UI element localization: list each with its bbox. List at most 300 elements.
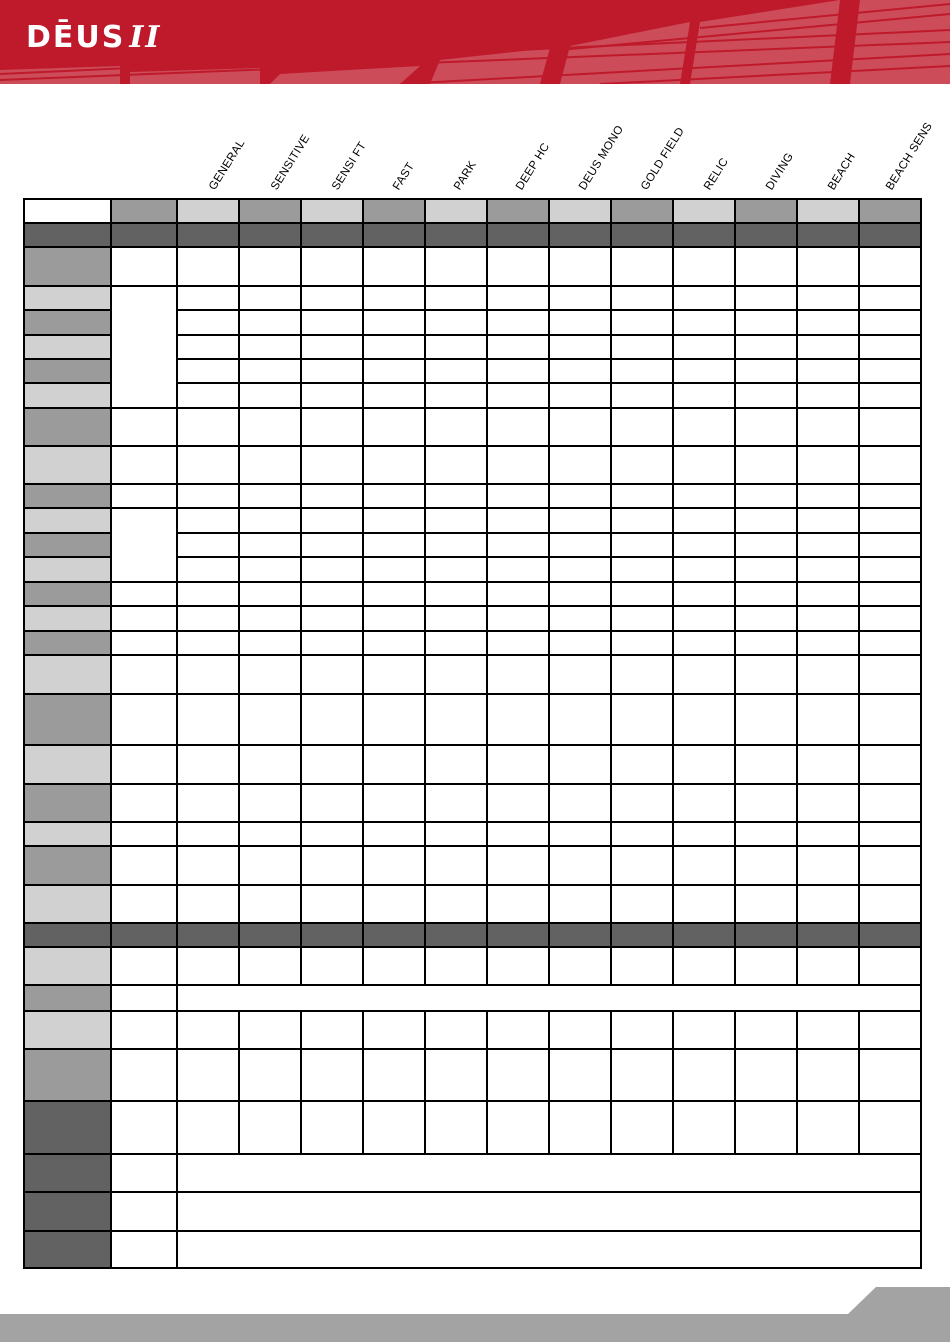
table-cell xyxy=(735,1101,797,1154)
table-cell xyxy=(611,310,673,335)
column-header-cell xyxy=(797,199,859,223)
table-cell xyxy=(549,247,611,286)
column-header-cell xyxy=(177,199,239,223)
table-cell xyxy=(425,533,487,557)
table-cell xyxy=(611,557,673,582)
table-cell xyxy=(111,1011,177,1049)
table-row xyxy=(24,223,921,247)
column-header-relic: RELIC xyxy=(702,156,731,193)
table-cell xyxy=(239,359,301,383)
table-cell xyxy=(797,885,859,923)
table-cell xyxy=(487,508,549,533)
table-cell xyxy=(363,822,425,846)
table-cell xyxy=(239,408,301,446)
table-cell xyxy=(673,533,735,557)
table-cell xyxy=(177,310,239,335)
section-bar-cell xyxy=(735,223,797,247)
merged-cell xyxy=(177,1231,921,1268)
table-cell xyxy=(363,1011,425,1049)
table-row xyxy=(24,199,921,223)
table-cell xyxy=(177,885,239,923)
table-cell xyxy=(859,822,921,846)
section-bar-cell xyxy=(301,923,363,947)
table-cell xyxy=(611,655,673,694)
column-header-sensi-ft: SENSI FT xyxy=(330,140,369,193)
table-cell xyxy=(111,484,177,508)
table-cell xyxy=(239,606,301,631)
table-cell xyxy=(859,335,921,359)
table-cell xyxy=(363,1101,425,1154)
table-cell xyxy=(363,359,425,383)
table-row xyxy=(24,582,921,606)
table-cell xyxy=(111,408,177,446)
table-cell xyxy=(673,508,735,533)
table-cell xyxy=(239,745,301,784)
table-cell xyxy=(549,533,611,557)
table-cell xyxy=(735,446,797,484)
table-cell xyxy=(177,784,239,822)
row-label-cell xyxy=(24,885,111,923)
table-cell xyxy=(177,359,239,383)
column-header-deep-hc: DEEP HC xyxy=(514,141,553,193)
section-bar-cell xyxy=(487,923,549,947)
table-cell xyxy=(239,1011,301,1049)
table-cell xyxy=(735,383,797,408)
table-cell xyxy=(549,606,611,631)
table-cell xyxy=(611,508,673,533)
column-header-cell xyxy=(611,199,673,223)
table-cell xyxy=(549,446,611,484)
table-cell xyxy=(425,784,487,822)
row-label-cell xyxy=(24,1192,111,1231)
section-bar-cell xyxy=(111,923,177,947)
column-header-cell xyxy=(673,199,735,223)
section-bar-cell xyxy=(111,223,177,247)
row-label-cell xyxy=(24,1154,111,1192)
table-cell xyxy=(363,557,425,582)
table-cell xyxy=(549,557,611,582)
column-header-cell xyxy=(487,199,549,223)
table-cell xyxy=(425,885,487,923)
table-cell xyxy=(735,606,797,631)
table-row xyxy=(24,947,921,985)
table-cell xyxy=(177,745,239,784)
table-cell xyxy=(425,286,487,310)
row-label-cell xyxy=(24,359,111,383)
table-cell xyxy=(363,655,425,694)
table-cell xyxy=(425,484,487,508)
table-cell xyxy=(797,694,859,745)
table-cell xyxy=(301,947,363,985)
table-cell xyxy=(425,247,487,286)
table-cell xyxy=(487,408,549,446)
table-cell xyxy=(549,1101,611,1154)
table-cell xyxy=(611,582,673,606)
table-row xyxy=(24,247,921,286)
table-cell xyxy=(111,1231,177,1268)
table-cell xyxy=(363,446,425,484)
table-row xyxy=(24,655,921,694)
table-cell xyxy=(301,359,363,383)
table-cell xyxy=(301,557,363,582)
table-cell xyxy=(239,557,301,582)
table-cell xyxy=(859,1049,921,1101)
table-cell xyxy=(735,310,797,335)
section-bar-cell xyxy=(239,923,301,947)
section-bar-cell xyxy=(24,923,111,947)
table-cell xyxy=(487,631,549,655)
table-cell xyxy=(425,1011,487,1049)
table-cell xyxy=(549,784,611,822)
table-cell xyxy=(239,582,301,606)
table-cell xyxy=(611,822,673,846)
table-cell xyxy=(487,582,549,606)
table-cell xyxy=(111,846,177,885)
column-header-cell xyxy=(239,199,301,223)
table-cell xyxy=(239,694,301,745)
table-cell xyxy=(797,606,859,631)
table-cell xyxy=(239,822,301,846)
table-cell xyxy=(177,508,239,533)
table-cell xyxy=(549,885,611,923)
column-header-fast: FAST xyxy=(391,160,418,193)
table-cell xyxy=(177,582,239,606)
table-cell xyxy=(363,335,425,359)
column-header-cell xyxy=(735,199,797,223)
table-cell xyxy=(611,533,673,557)
section-bar-cell xyxy=(549,923,611,947)
table-cell xyxy=(363,631,425,655)
table-cell xyxy=(549,286,611,310)
table-cell xyxy=(673,631,735,655)
table-cell xyxy=(549,359,611,383)
table-cell xyxy=(797,508,859,533)
table-cell xyxy=(239,1101,301,1154)
merged-cell xyxy=(177,985,921,1011)
table-cell xyxy=(673,582,735,606)
table-cell xyxy=(487,286,549,310)
table-cell xyxy=(111,508,177,582)
table-cell xyxy=(797,846,859,885)
deus-logo xyxy=(26,20,161,56)
table-cell xyxy=(673,557,735,582)
table-cell xyxy=(549,335,611,359)
table-cell xyxy=(425,655,487,694)
row-label-cell xyxy=(24,631,111,655)
section-bar-cell xyxy=(673,223,735,247)
table-cell xyxy=(111,985,177,1011)
table-cell xyxy=(797,286,859,310)
table-cell xyxy=(673,408,735,446)
table-cell xyxy=(735,822,797,846)
table-cell xyxy=(239,310,301,335)
table-cell xyxy=(239,446,301,484)
table-cell xyxy=(301,846,363,885)
table-cell xyxy=(111,286,177,408)
table-cell xyxy=(487,606,549,631)
table-cell xyxy=(301,1011,363,1049)
row-label-cell xyxy=(24,508,111,533)
merged-cell xyxy=(177,1154,921,1192)
table-row xyxy=(24,923,921,947)
table-cell xyxy=(735,885,797,923)
table-cell xyxy=(301,1101,363,1154)
table-cell xyxy=(111,655,177,694)
row-label-cell xyxy=(24,335,111,359)
section-bar-cell xyxy=(239,223,301,247)
table-cell xyxy=(549,1049,611,1101)
table-cell xyxy=(611,286,673,310)
column-header-sensitive: SENSITIVE xyxy=(269,132,313,193)
table-cell xyxy=(301,533,363,557)
table-cell xyxy=(301,408,363,446)
section-bar-cell xyxy=(797,223,859,247)
table-cell xyxy=(549,745,611,784)
table-cell xyxy=(673,694,735,745)
table-cell xyxy=(859,1011,921,1049)
table-cell xyxy=(425,359,487,383)
table-cell xyxy=(239,533,301,557)
row-label-cell xyxy=(24,822,111,846)
table-cell xyxy=(549,947,611,985)
section-bar-cell xyxy=(673,923,735,947)
table-cell xyxy=(363,508,425,533)
table-cell xyxy=(425,1049,487,1101)
table-cell xyxy=(549,408,611,446)
column-header-cell xyxy=(859,199,921,223)
table-cell xyxy=(859,383,921,408)
table-cell xyxy=(735,508,797,533)
table-cell xyxy=(549,655,611,694)
table-cell xyxy=(177,606,239,631)
section-bar-cell xyxy=(797,923,859,947)
table-cell xyxy=(611,947,673,985)
section-bar-cell xyxy=(177,223,239,247)
table-cell xyxy=(487,1049,549,1101)
column-header-beach: BEACH xyxy=(826,151,858,193)
table-cell xyxy=(111,1192,177,1231)
table-cell xyxy=(549,582,611,606)
table-cell xyxy=(797,1011,859,1049)
table-cell xyxy=(859,533,921,557)
table-cell xyxy=(487,383,549,408)
section-bar-cell xyxy=(425,223,487,247)
table-cell xyxy=(425,446,487,484)
table-cell xyxy=(859,446,921,484)
table-cell xyxy=(673,606,735,631)
table-cell xyxy=(735,557,797,582)
table-cell xyxy=(859,247,921,286)
table-row xyxy=(24,408,921,446)
table-cell xyxy=(301,694,363,745)
table-cell xyxy=(239,655,301,694)
table-cell xyxy=(611,446,673,484)
table-cell xyxy=(797,1101,859,1154)
table-cell xyxy=(611,606,673,631)
table-cell xyxy=(549,822,611,846)
section-bar-cell xyxy=(611,223,673,247)
table-cell xyxy=(425,408,487,446)
table-cell xyxy=(797,533,859,557)
table-cell xyxy=(797,582,859,606)
table-cell xyxy=(735,631,797,655)
table-cell xyxy=(673,822,735,846)
table-cell xyxy=(735,694,797,745)
table-cell xyxy=(111,822,177,846)
table-cell xyxy=(549,631,611,655)
table-cell xyxy=(797,335,859,359)
section-bar-cell xyxy=(549,223,611,247)
section-bar-cell xyxy=(611,923,673,947)
table-cell xyxy=(177,1049,239,1101)
column-header-cell xyxy=(301,199,363,223)
table-cell xyxy=(425,745,487,784)
table-row xyxy=(24,484,921,508)
table-cell xyxy=(111,947,177,985)
table-cell xyxy=(425,508,487,533)
merged-cell xyxy=(177,1192,921,1231)
table-cell xyxy=(611,694,673,745)
page-footer xyxy=(0,1314,950,1342)
table-cell xyxy=(859,631,921,655)
table-cell xyxy=(301,286,363,310)
row-label-cell xyxy=(24,784,111,822)
section-bar-cell xyxy=(859,223,921,247)
row-label-cell xyxy=(24,446,111,484)
table-cell xyxy=(111,784,177,822)
table-cell xyxy=(239,846,301,885)
column-header-park: PARK xyxy=(452,159,479,193)
table-row xyxy=(24,985,921,1011)
table-cell xyxy=(487,446,549,484)
row-label-cell xyxy=(24,557,111,582)
table-cell xyxy=(111,885,177,923)
row-label-cell xyxy=(24,655,111,694)
table-cell xyxy=(735,655,797,694)
row-label-cell xyxy=(24,582,111,606)
table-cell xyxy=(797,557,859,582)
section-bar-cell xyxy=(363,923,425,947)
table-cell xyxy=(363,606,425,631)
table-cell xyxy=(859,408,921,446)
table-cell xyxy=(111,446,177,484)
table-cell xyxy=(735,582,797,606)
settings-table xyxy=(23,198,922,1269)
table-cell xyxy=(611,1101,673,1154)
table-cell xyxy=(797,784,859,822)
row-label-cell xyxy=(24,985,111,1011)
table-cell xyxy=(111,631,177,655)
table-cell xyxy=(797,383,859,408)
table-cell xyxy=(611,885,673,923)
table-cell xyxy=(549,1011,611,1049)
row-label-cell xyxy=(24,1049,111,1101)
table-cell xyxy=(301,446,363,484)
table-cell xyxy=(239,508,301,533)
table-cell xyxy=(425,822,487,846)
table-cell xyxy=(177,822,239,846)
table-row xyxy=(24,1049,921,1101)
table-cell xyxy=(177,286,239,310)
table-cell xyxy=(859,1101,921,1154)
table-cell xyxy=(735,286,797,310)
table-cell xyxy=(487,533,549,557)
table-row xyxy=(24,885,921,923)
table-cell xyxy=(611,631,673,655)
table-cell xyxy=(797,359,859,383)
column-header-cell xyxy=(363,199,425,223)
column-header-diving: DIVING xyxy=(764,150,797,193)
table-cell xyxy=(797,408,859,446)
page-number-tab xyxy=(848,1287,950,1314)
table-cell xyxy=(301,745,363,784)
table-cell xyxy=(177,631,239,655)
table-cell xyxy=(735,947,797,985)
table-cell xyxy=(859,784,921,822)
table-cell xyxy=(611,484,673,508)
row-label-cell xyxy=(24,247,111,286)
section-bar-cell xyxy=(487,223,549,247)
table-cell xyxy=(487,310,549,335)
row-label-cell xyxy=(24,606,111,631)
table-cell xyxy=(301,310,363,335)
table-cell xyxy=(611,784,673,822)
table-cell xyxy=(487,784,549,822)
table-cell xyxy=(301,247,363,286)
column-header-cell xyxy=(425,199,487,223)
table-cell xyxy=(363,310,425,335)
table-cell xyxy=(611,1049,673,1101)
table-cell xyxy=(673,947,735,985)
table-cell xyxy=(425,631,487,655)
table-cell xyxy=(363,784,425,822)
table-cell xyxy=(363,947,425,985)
table-cell xyxy=(797,631,859,655)
table-cell xyxy=(673,335,735,359)
row-label-cell xyxy=(24,846,111,885)
table-cell xyxy=(549,508,611,533)
table-cell xyxy=(301,655,363,694)
table-cell xyxy=(735,1011,797,1049)
table-cell xyxy=(111,745,177,784)
table-cell xyxy=(425,310,487,335)
table-row xyxy=(24,1011,921,1049)
table-cell xyxy=(111,1154,177,1192)
table-cell xyxy=(797,745,859,784)
row-label-cell xyxy=(24,286,111,310)
table-row xyxy=(24,631,921,655)
table-cell xyxy=(239,335,301,359)
table-cell xyxy=(363,745,425,784)
table-cell xyxy=(111,606,177,631)
table-cell xyxy=(301,484,363,508)
row-label-cell xyxy=(24,745,111,784)
table-cell xyxy=(673,655,735,694)
table-cell xyxy=(425,335,487,359)
table-cell xyxy=(177,947,239,985)
table-cell xyxy=(177,446,239,484)
row-label-cell xyxy=(24,533,111,557)
table-cell xyxy=(487,335,549,359)
table-cell xyxy=(673,383,735,408)
table-cell xyxy=(735,408,797,446)
table-cell xyxy=(301,383,363,408)
column-header-deus-mono: DEUS MONO xyxy=(577,123,627,193)
table-cell xyxy=(673,1049,735,1101)
row-label-cell xyxy=(24,694,111,745)
table-cell xyxy=(239,1049,301,1101)
table-cell xyxy=(859,359,921,383)
